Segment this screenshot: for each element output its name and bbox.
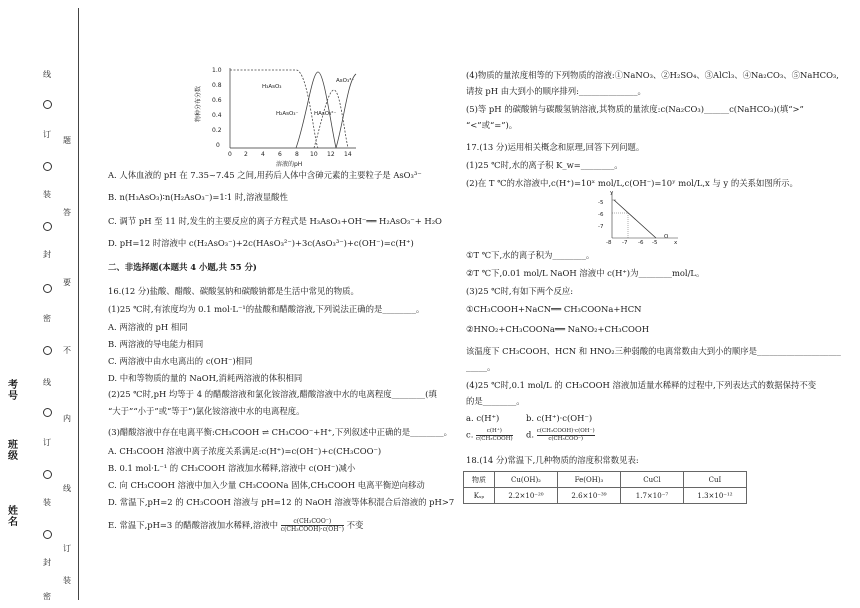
question-17-3: (3)25 ℃时,有如下两个反应: [466,286,574,296]
question-16-1-c: C. 两溶液中由水电离出的 c(OH⁻)相同 [108,356,253,366]
xtick-label: 12 [327,151,335,158]
question-17-1: (1)25 ℃时,水的离子积 K_w=________。 [466,160,623,170]
inner-seal-column [60,0,74,608]
seal-char: 密 [43,314,51,323]
question-16: 16.(12 分)盐酸、醋酸、碳酸氢钠和碳酸钠都是生活中常见的物质。 [108,286,359,296]
binding-hole-icon [43,408,52,417]
seal-char: 不 [63,346,71,355]
seal-char: 线 [63,484,71,493]
xtick-label: 4 [261,151,265,158]
binding-hole-icon [43,470,52,479]
option-b: B. n(H₃AsO₃)∶n(H₂AsO₃⁻)=1∶1 时,溶液显酸性 [108,192,288,202]
xtick-label: -8 [606,240,612,246]
binding-line [78,8,79,600]
question-17-2: (2)在 T ℃的水溶液中,c(H⁺)=10ˣ mol/L,c(OH⁻)=10ʸ mol/L,x 与 y 的关系如图所示。 [466,178,798,188]
xtick-label: 8 [295,151,299,158]
question-18: 18.(14 分)常温下,几种物质的溶度积常数见表: [466,455,639,465]
question-16-3-d: D. 常温下,pH=2 的 CH₃COOH 溶液与 pH=12 的 NaOH 溶液等体积混合后溶液的 pH>7 [108,497,455,507]
seal-char: 订 [43,130,51,139]
fraction-numerator: c(H⁺) [476,428,513,436]
reaction-1: ①CH₃COOH+NaCN══ CH₃COONa+HCN [466,304,642,314]
question-16-1: (1)25 ℃时,有浓度均为 0.1 mol·L⁻¹的盐酸和醋酸溶液,下列说法正确的是________。 [108,304,425,314]
question-16-3-b: B. 0.1 mol·L⁻¹ 的 CH₃COOH 溶液加水稀释,溶液中 c(OH⁻)减小 [108,463,356,473]
ytick-label: -6 [598,212,604,218]
name-label: 姓名 [8,506,18,528]
table-header-cell: Fe(OH)₃ [558,472,621,488]
fraction [281,518,344,533]
ytick-label: 0.6 [212,97,222,104]
fraction-numerator: c(CH₃COOH)·c(OH⁻) [536,428,595,434]
table-header-cell: 物质 [464,472,495,488]
ytick-label: -5 [598,200,604,206]
table-header-cell: Cu(OH)₂ [495,472,558,488]
seal-char: 订 [43,438,51,447]
option-17-4-d [526,428,595,442]
question-17-3-end: _____。 [466,362,496,372]
origin-label: O [664,234,669,240]
fraction-denominator: c(CH₃COOH) [476,435,513,442]
question-16-4-cont: 请按 pH 由大到小的顺序排列:______________。 [466,86,646,96]
option-label: d. [526,429,535,440]
xtick-label: 10 [310,151,318,158]
section-title: 二、非选择题(本题共 4 小题,共 55 分) [108,262,257,272]
question-16-3-c: C. 向 CH₃COOH 溶液中加入少量 CH₃COONa 固体,CH₃COOH 电离平衡逆向移动 [108,480,425,490]
fraction-denominator: c(CH₃COO⁻) [548,435,584,442]
table-header-cell: CuCl [621,472,684,488]
option-e-text: E. 常温下,pH=3 的醋酸溶液加水稀释,溶液中 [108,520,279,530]
series-label: H₂AsO₃⁻ [276,111,299,117]
option-17-4-c [466,428,513,442]
seal-char: 题 [63,136,71,145]
binding-hole-icon [43,346,52,355]
species-distribution-graph [196,60,366,170]
question-16-1-d: D. 中和等物质的量的 NaOH,消耗两溶液的体积相同 [108,373,303,383]
option-label: c. [466,429,474,440]
table-cell: 1.7×10⁻⁷ [621,488,684,504]
fraction [476,428,513,442]
outer-seal-column [40,0,54,608]
question-17-2-a: ①T ℃下,水的离子积为________。 [466,250,595,260]
xtick-label: 14 [344,151,352,158]
table-header-row [464,472,747,488]
axis-x-label: x [674,240,678,246]
question-16-3-e [108,518,363,533]
xtick-label: 2 [244,151,248,158]
question-17-4: (4)25 ℃时,0.1 mol/L 的 CH₃COOH 溶液加适量水稀释的过程中,下列表达式的数据保持不变 [466,380,817,390]
ytick-label: 1.0 [212,67,222,74]
class-label: 班级 [8,440,18,462]
seal-char: 答 [63,208,71,217]
fraction [537,428,595,442]
binding-hole-icon [43,284,52,293]
ytick-label: 0 [216,142,220,149]
seal-char: 线 [43,378,51,387]
table-cell: Kₛₚ [464,488,495,504]
option-e-tail: 不变 [346,520,364,530]
question-17: 17.(13 分)运用相关概念和原理,回答下列问题。 [466,142,645,152]
seal-char: 内 [63,414,71,423]
binding-hole-icon [43,162,52,171]
option-17-4-a: a. c(H⁺) [466,413,500,423]
question-16-3-a: A. CH₃COOH 溶液中离子浓度关系满足:c(H⁺)=c(OH⁻)+c(CH₃COO⁻) [108,446,382,456]
table-header-cell: CuI [684,472,747,488]
series-label: HAsO₃²⁻ [314,111,337,117]
xtick-label: -6 [638,240,644,246]
option-c: C. 调节 pH 至 11 时,发生的主要反应的离子方程式是 H₃AsO₃+OH⁻══ H₂AsO₃⁻+ H₂O [108,216,442,226]
seal-char: 封 [43,250,51,259]
ytick-label: 0.4 [212,112,222,119]
table-cell: 2.2×10⁻²⁰ [495,488,558,504]
graph-ylabel: 物种分布分数 [195,85,202,123]
ytick-label: 0.2 [212,127,222,134]
seal-char: 订 [63,544,71,553]
seal-char: 装 [43,498,51,507]
question-16-2-cont: “大于”“小于”或“等于”)氯化铵溶液中水的电离程度。 [108,406,305,416]
ytick-label: 0.8 [212,82,222,89]
xtick-label: -5 [652,240,658,246]
ksp-table [463,471,747,504]
student-info-labels [4,0,22,608]
option-17-4-b: b. c(H⁺)·c(OH⁻) [526,413,593,423]
question-16-2: (2)25 ℃时,pH 均等于 4 的醋酸溶液和氯化铵溶液,醋酸溶液中水的电离程度________(填 [108,389,437,399]
xtick-label: 0 [228,151,232,158]
table-cell: 1.3×10⁻¹² [684,488,747,504]
exam-number-label: 考号 [8,380,18,402]
binding-hole-icon [43,100,52,109]
fraction-denominator: c(CH₃COOH)·c(OH⁻) [280,526,344,533]
seal-char: 封 [43,558,51,567]
question-16-1-a: A. 两溶液的 pH 相同 [108,322,188,332]
series-label: H₃AsO₃ [262,84,282,90]
series-label: AsO₃³⁻ [336,78,355,84]
option-d: D. pH=12 时溶液中 c(H₂AsO₃⁻)+2c(HAsO₃²⁻)+3c(AsO₃³⁻)+c(OH⁻)=c(H⁺) [108,238,414,248]
question-16-4: (4)物质的量浓度相等的下列物质的溶液:①NaNO₃、②H₂SO₄、③AlCl₃、④Na₂CO₃、⑤NaHCO₃, [466,70,839,80]
seal-char: 线 [43,70,51,79]
table-cell: 2.6×10⁻³⁹ [558,488,621,504]
question-16-3: (3)醋酸溶液中存在电离平衡:CH₃COOH ⇌ CH₃COO⁻+H⁺,下列叙述中正确的是________。 [108,427,452,437]
table-row [464,488,747,504]
binding-hole-icon [43,530,52,539]
fraction-numerator: c(CH₃COO⁻) [281,518,344,526]
seal-char: 装 [63,576,71,585]
question-17-4-cont: 的是________。 [466,396,525,406]
seal-char: 装 [43,190,51,199]
xtick-label: 6 [278,151,282,158]
question-17-3-q: 该温度下 CH₃COOH、HCN 和 HNO₂三种弱酸的电离常数由大到小的顺序是____________________ [466,346,841,356]
seal-char: 要 [63,278,71,287]
xtick-label: -7 [622,240,628,246]
xy-relation-graph [594,188,684,250]
binding-hole-icon [43,222,52,231]
question-16-5-cont: “<”或“=”)。 [466,120,518,130]
option-a: A. 人体血液的 pH 在 7.35~7.45 之间,用药后人体中含砷元素的主要粒子是 AsO₃³⁻ [108,170,422,180]
ytick-label: -7 [598,224,604,230]
reaction-2: ②HNO₂+CH₃COONa══ NaNO₂+CH₃COOH [466,324,650,334]
graph-xlabel: 溶液的pH [276,161,303,168]
question-16-5: (5)等 pH 的碳酸钠与碳酸氢钠溶液,其物质的量浓度:c(Na₂CO₃)______c(NaHCO₃)(填“>” [466,104,804,114]
question-17-2-b: ②T ℃下,0.01 mol/L NaOH 溶液中 c(H⁺)为________mol/L。 [466,268,705,278]
seal-char: 密 [43,592,51,601]
question-16-1-b: B. 两溶液的导电能力相同 [108,339,204,349]
axis-y-label: y [610,190,614,196]
